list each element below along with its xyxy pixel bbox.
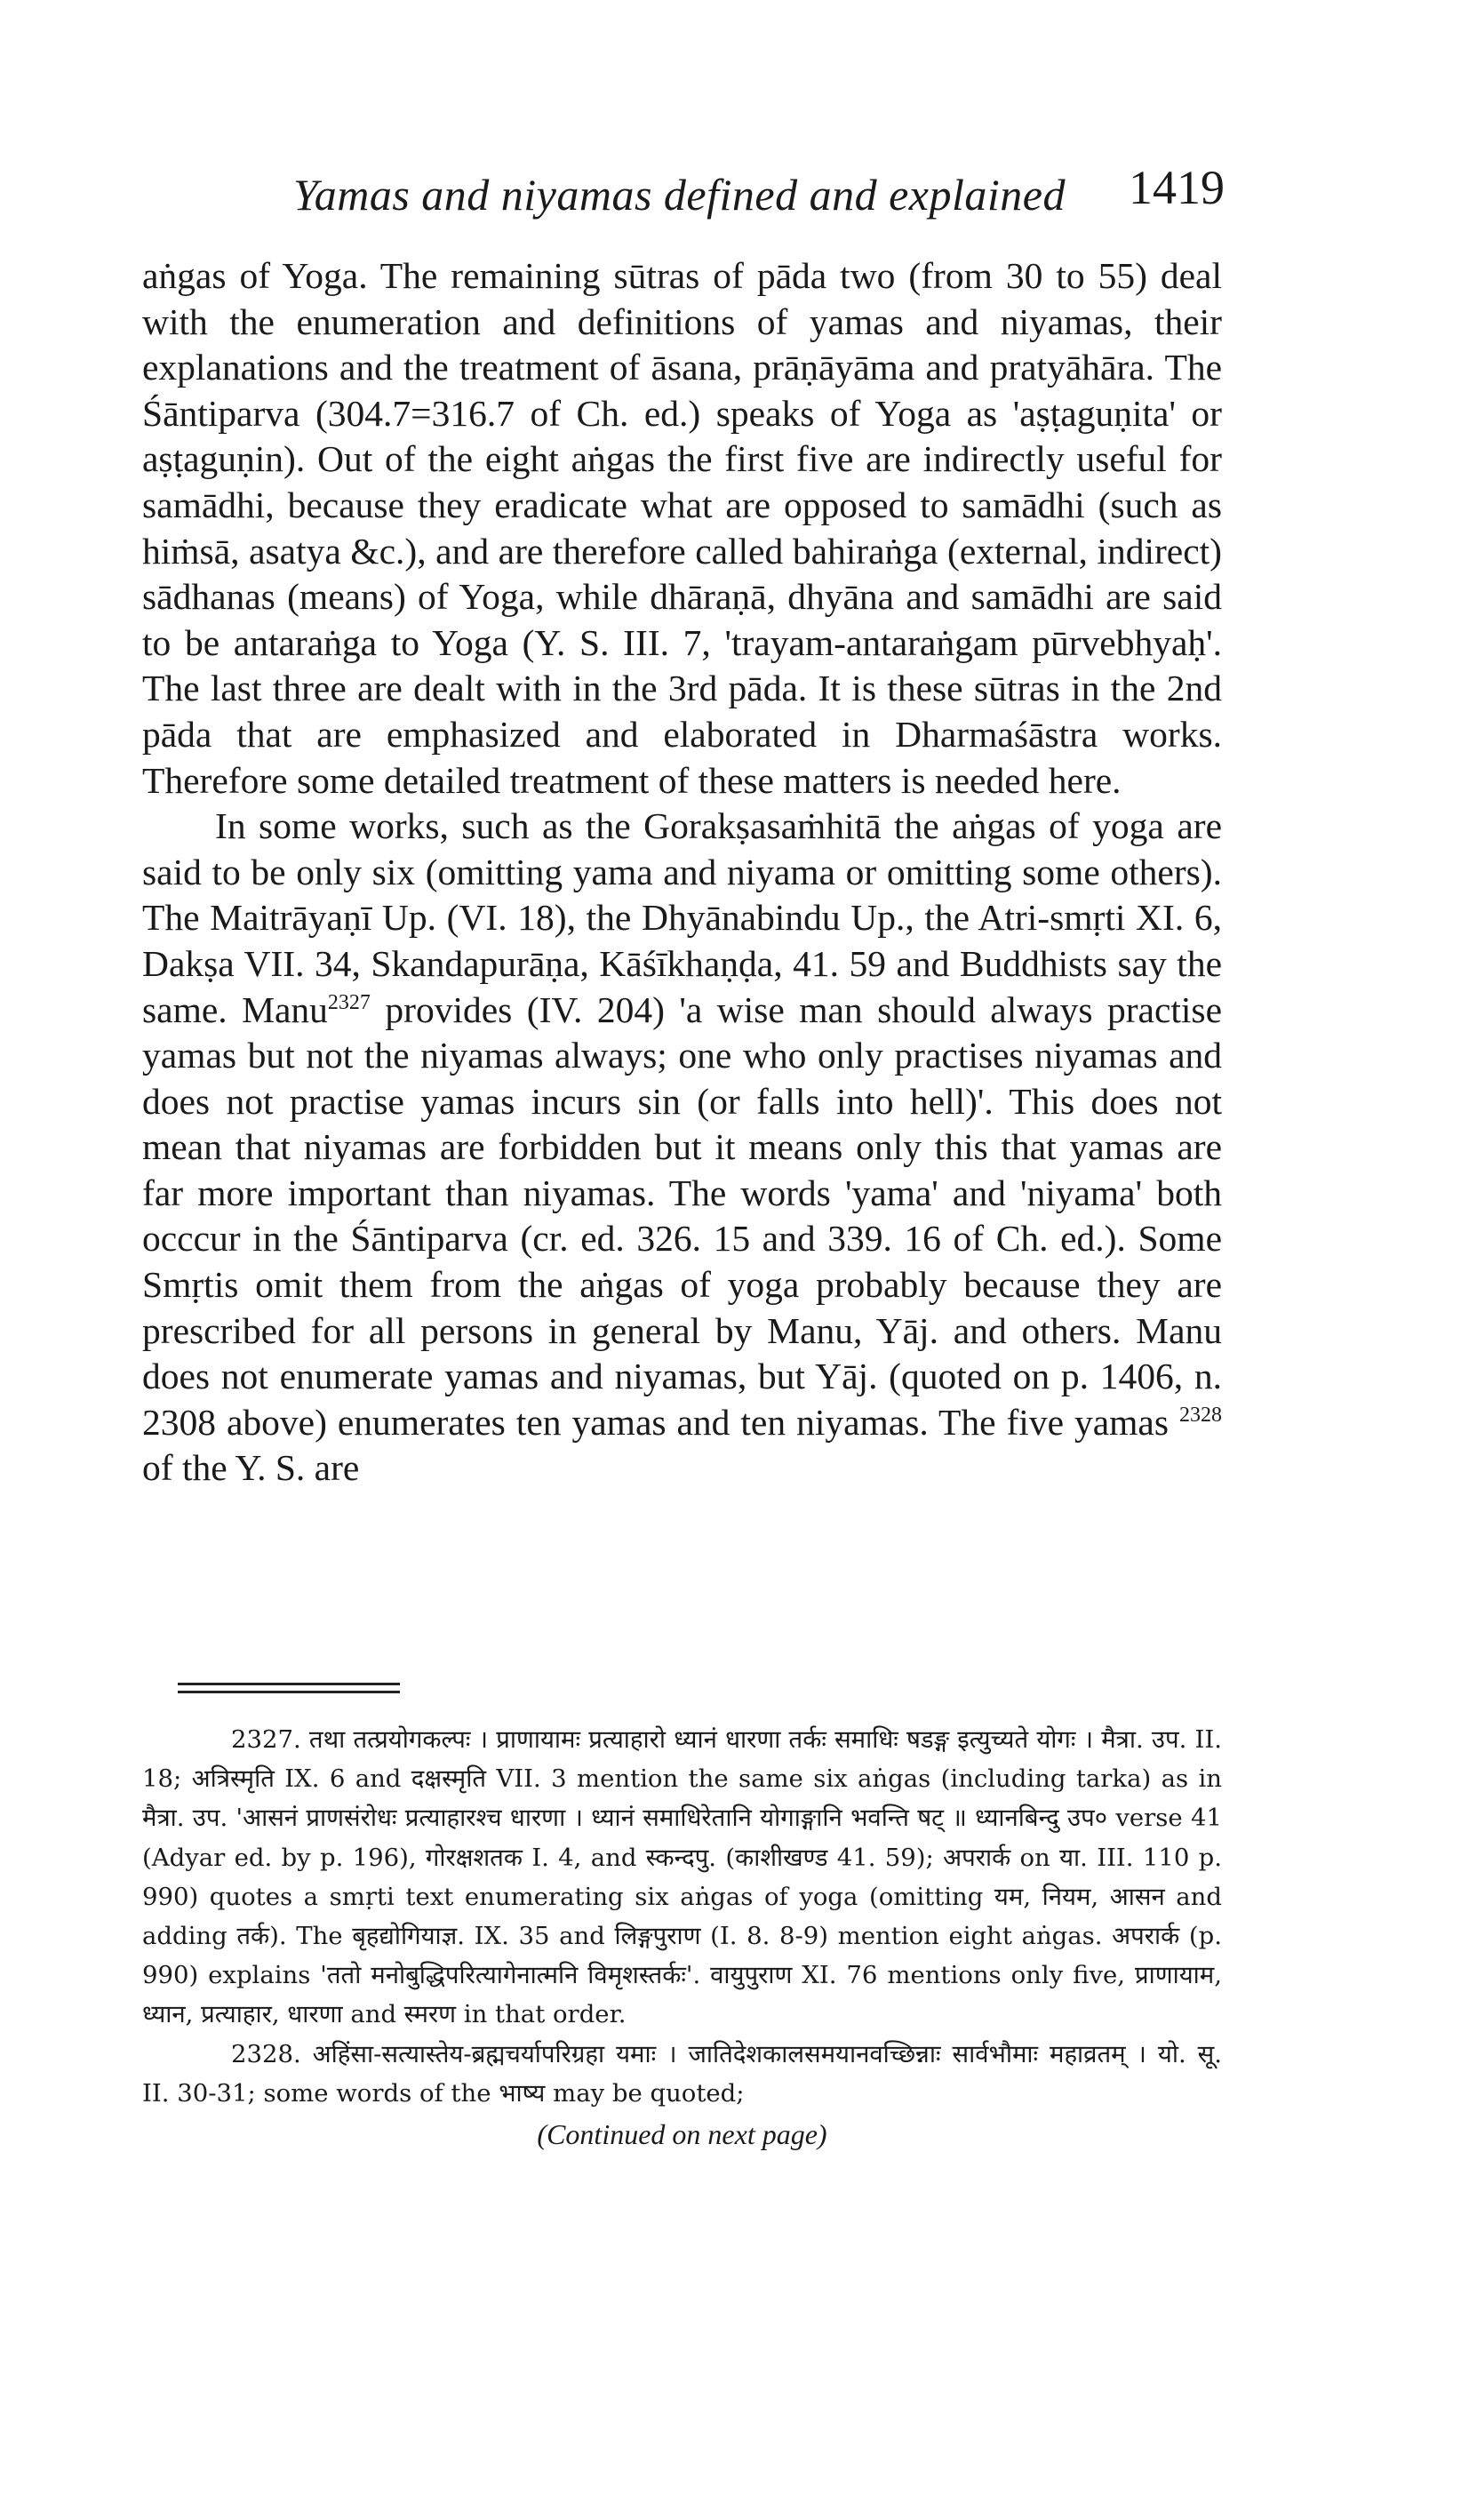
paragraph-2-part-b: provides (IV. 204) 'a wise man should always practise yamas but not the niyamas always; one who only practises niyamas and does not practise yamas incurs sin (or falls into hell)'. This does not mean that niyamas are forbidden but it means only this that yamas are far more important than niyamas. The words 'yama' and 'niyama' both occcur in the Śāntiparva (cr. ed. 326. 15 and 339. 16 of Ch. ed.). Some Smṛtis omit them from the aṅgas of yoga probably because they are prescribed for all persons in general by Manu, Yāj. and others. Manu does not enumerate yamas and niyamas, but Yāj. (quoted on p. 1406, n. 2308 above) enumerates ten yamas and ten niyamas. The five yamas <box>142 988 1222 1443</box>
footnote-ref-2328[interactable]: 2328 <box>1179 1404 1222 1428</box>
page-number: 1419 <box>1129 161 1225 214</box>
paragraph-2-part-a: In some works, such as the Gorakṣasaṁhitā the aṅgas of yoga are said to be only six (omitting yama and niyama or omitting some others). The Maitrāyaṇī Up. (VI. 18), the Dhyānabindu Up., the Atri-smṛti XI. 6, Dakṣa VII. 34, Skandapurāṇa, Kāśīkhaṇḍa, 41. 59 and Buddhists say the same. Manu <box>142 805 1222 1030</box>
footnote-2328: 2328. अहिंसा-सत्यास्तेय-ब्रह्मचर्यापरिग्रहा यमाः । जातिदेशकालसमयानवच्छिन्नाः सार्वभौमाः महाव्रतम् । यो. सू. II. 30-31; some words of the भाष्य may be quoted; <box>142 2039 1222 2108</box>
running-head: Yamas and niyamas defined and explained <box>293 170 1066 220</box>
footnotes <box>142 1720 1222 2154</box>
footnote-rule-top <box>178 1683 400 1685</box>
paragraph-2-part-c: of the Y. S. are <box>142 1447 360 1489</box>
continued-note: (Continued on next page) <box>537 2118 827 2151</box>
footnote-rule-bottom <box>178 1691 400 1693</box>
paragraph-2 <box>142 804 1222 1492</box>
footnote-ref-2327[interactable]: 2327 <box>327 990 371 1014</box>
paragraph-1: aṅgas of Yoga. The remaining sūtras of pāda two (from 30 to 55) deal with the enumeration and definitions of yamas and niyamas, their explanations and the treatment of āsana, prāṇāyāma and pratyāhāra. The Śāntiparva (304.7=316.7 of Ch. ed.) speaks of Yoga as 'aṣṭaguṇita' or aṣṭaguṇin). Out of the eight aṅgas the first five are indirectly useful for samādhi, because they eradicate what are opposed to samādhi (such as hiṁsā, asatya &c.), and are therefore called bahiraṅga (external, indirect) sādhanas (means) of Yoga, while dhāraṇā, dhyāna and samādhi are said to be antaraṅga to Yoga (Y. S. III. 7, 'trayam-antaraṅgam pūrvebhyaḥ'. The last three are dealt with in the 3rd pāda. It is these sūtras in the 2nd pāda that are emphasized and elaborated in Dharmaśāstra works. Therefore some detailed treatment of these matters is needed here. <box>142 255 1222 801</box>
footnote-2327: 2327. तथा तत्प्रयोगकल्पः । प्राणायामः प्रत्याहारो ध्यानं धारणा तर्कः समाधिः षडङ्ग इत्युच्यते योगः । मैत्रा. उप. II. 18; अत्रिस्मृति IX. 6 and दक्षस्मृति VII. 3 mention the same six aṅgas (including tarka) as in मैत्रा. उप. 'आसनं प्राणसंरोधः प्रत्याहारश्च धारणा । ध्यानं समाधिरेतानि योगाङ्गानि भवन्ति षट् ॥ ध्यानबिन्दु उप० verse 41 (Adyar ed. by p. 196), गोरक्षशतक I. 4, and स्कन्दपु. (काशीखण्ड 41. 59); अपरार्क on या. III. 110 p. 990) quotes a smṛti text enumerating six aṅgas of yoga (omitting यम, नियम, आसन and adding तर्क). The बृहद्योगियाज्ञ. IX. 35 and लिङ्गपुराण (I. 8. 8-9) mention eight aṅgas. अपरार्क (p. 990) explains 'ततो मनोबुद्धिपरित्यागेनात्मनि विमृशस्तर्कः'. वायुपुराण XI. 76 mentions only five, प्राणायाम, ध्यान, प्रत्याहार, धारणा and स्मरण in that order. <box>142 1725 1222 2029</box>
main-text <box>142 253 1222 1492</box>
